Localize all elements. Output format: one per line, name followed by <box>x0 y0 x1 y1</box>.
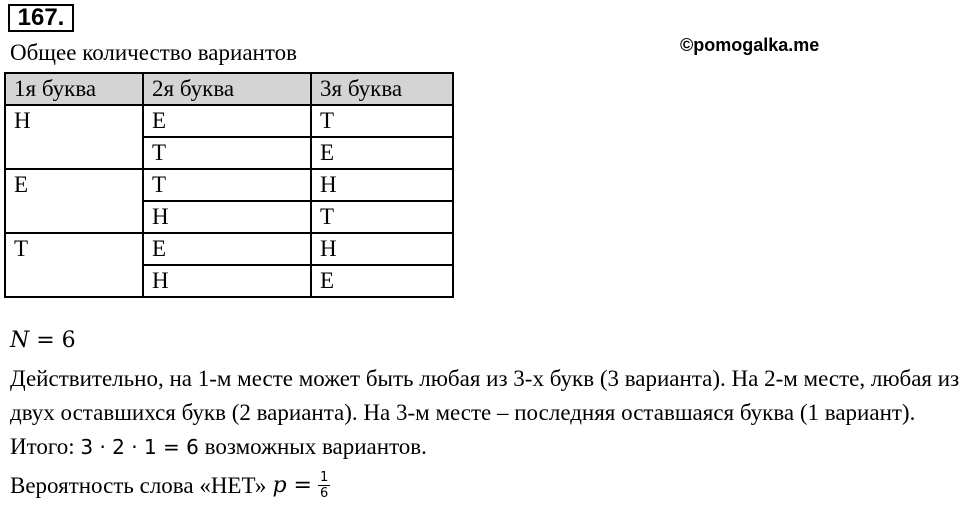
explanation-text: Действительно, на 1-м месте может быть любая из 3-х букв (3 варианта). На 2-м месте, любая из двух оставшихся букв (2 варианта). На 3-м месте – последняя оставшаяся буква (1 вариант). Итого: <box>10 366 960 459</box>
second-letter-cell: Е <box>143 233 311 265</box>
variants-table <box>4 72 454 298</box>
first-letter-cell: Н <box>5 105 143 169</box>
probability-line <box>10 470 330 501</box>
explanation-tail: возможных вариантов. <box>198 434 427 459</box>
probability-equals: = <box>286 472 312 498</box>
probability-formula <box>272 471 312 501</box>
explanation-paragraph <box>10 362 960 464</box>
third-letter-cell: Т <box>311 201 453 233</box>
first-letter-cell: Е <box>5 169 143 233</box>
problem-number: 167. <box>17 4 65 31</box>
third-letter-cell: Н <box>311 233 453 265</box>
table-row <box>5 233 453 265</box>
fraction-denominator: 6 <box>319 486 329 501</box>
fraction-numerator: 1 <box>319 470 329 485</box>
third-letter-cell: Е <box>311 137 453 169</box>
total-count-formula <box>10 326 76 356</box>
first-letter-cell: Т <box>5 233 143 297</box>
table-row <box>5 105 453 137</box>
table-row <box>5 169 453 201</box>
header-third-letter: 3я буква <box>311 73 453 105</box>
probability-variable: p <box>272 472 287 498</box>
second-letter-cell: Е <box>143 105 311 137</box>
second-letter-cell: Т <box>143 137 311 169</box>
header-second-letter: 2я буква <box>143 73 311 105</box>
formula-variable: N <box>10 328 30 353</box>
header-first-letter: 1я буква <box>5 73 143 105</box>
second-letter-cell: Т <box>143 169 311 201</box>
second-letter-cell: Н <box>143 265 311 297</box>
product-formula: 3 · 2 · 1 = 6 <box>80 435 199 459</box>
third-letter-cell: Т <box>311 105 453 137</box>
probability-label: Вероятность слова «НЕТ» <box>10 472 267 498</box>
problem-number-box <box>8 4 74 32</box>
heading: Общее количество вариантов <box>10 40 297 65</box>
table-header-row <box>5 73 453 105</box>
probability-fraction <box>318 470 330 501</box>
second-letter-cell: Н <box>143 201 311 233</box>
third-letter-cell: Е <box>311 265 453 297</box>
third-letter-cell: Н <box>311 169 453 201</box>
formula-value: = 6 <box>29 328 76 353</box>
watermark: ©pomogalka.me <box>680 35 820 55</box>
